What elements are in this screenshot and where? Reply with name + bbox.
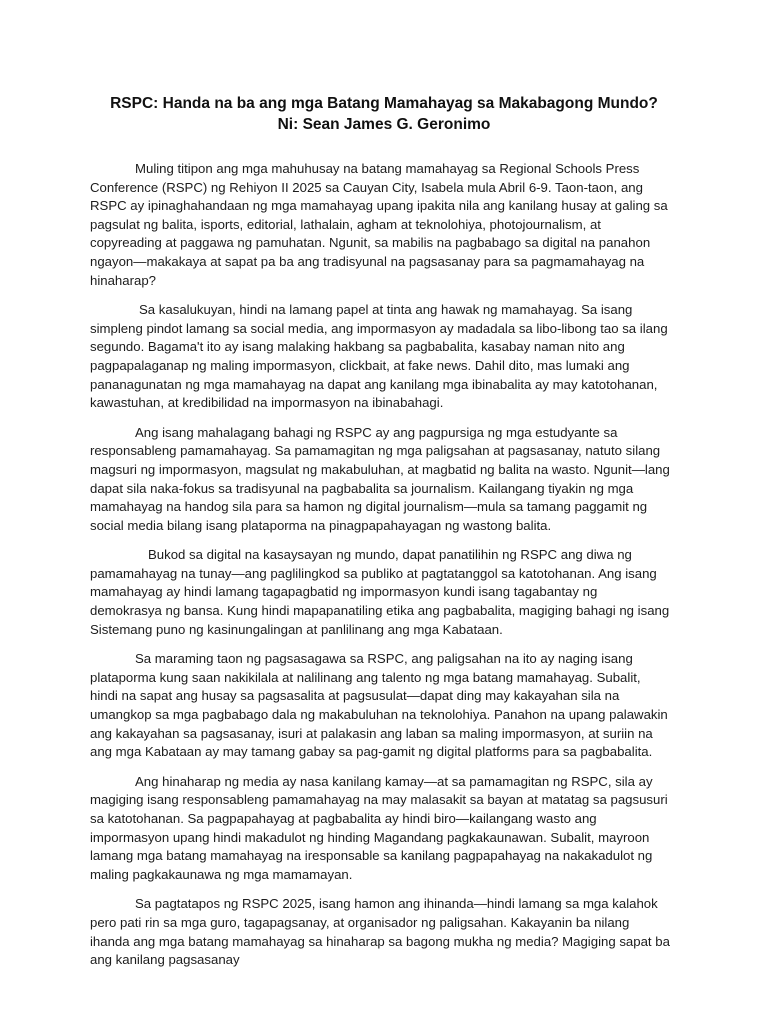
paragraph-3: Ang isang mahalagang bahagi ng RSPC ay ang pagpursiga ng mga estudyante sa responsableng pamamahayag. Sa pamamagitan ng mga paligsahan at pagsasanay, natuto silang magsuri ng impormasyon, magsulat ng makabuluhan, at magbatid ng balita na wasto. Ngunit—lang dapat sila naka-fokus sa tradisyunal na pagbabalita sa journalism. Kailangang tiyakin ng mga mamahayag na handog sila para sa hamon ng digital journalism—mula sa tamang paggamit ng social media bilang isang plataporma na pinagpapahayagan ng wastong balita.	[90, 424, 670, 533]
paragraph-4: Bukod sa digital na kasaysayan ng mundo, dapat panatilihin ng RSPC ang diwa ng pamamahayag na tunay—ang paglilingkod sa publiko at pagtatanggol sa katotohanan. Ang isang mamahayag ay hindi lamang tagapagbatid ng impormasyon kundi isang tagabantay ng demokrasya ng bansa. Kung hindi mapapanatiling etika ang pagbabalita, magiging bahagi ng isang Sistemang puno ng kasinungalingan at panlilinang ang mga Kabataan.	[90, 547, 670, 637]
paragraph-2: Sa kasalukuyan, hindi na lamang papel at tinta ang hawak ng mamahayag. Sa isang simpleng pindot lamang sa social media, ang impormasyon ay madadala sa libo-libong tao sa ilang segundo. Bagama't ito ay isang malaking hakbang sa pagbabalita, kasabay naman nito ang pagpapalaganap ng maling impormasyon, clickbait, at fake news. Dahil dito, mas lumaki ang pananagunatan ng mga mamahayag na dapat ang kanilang mga ibinabalita ay may katotohanan, kawastuhan, at kredibilidad na impormasyon na ibinabahagi.	[90, 302, 668, 411]
paragraph-7: Sa pagtatapos ng RSPC 2025, isang hamon ang ihinanda—hindi lamang sa mga kalahok pero pati rin sa mga guro, tagapagsanay, at organisador ng paligsahan. Kakayanin ba nilang ihanda ang mga batang mamahayag sa hinaharap sa bagong mukha ng media? Magiging sapat ba ang kanilang pagsasanay	[90, 896, 670, 968]
title-block	[90, 93, 678, 135]
article-byline: Ni: Sean James G. Geronimo	[277, 116, 491, 133]
article-body	[90, 160, 670, 981]
paragraph-6: Ang hinaharap ng media ay nasa kanilang kamay—at sa pamamagitan ng RSPC, sila ay magiging isang responsableng pamamahayag na may malasakit sa bayan at matatag sa pagsusuri sa katotohanan. Sa pagpapahayag at pagbabalita ay hindi biro—kailangang wasto ang impormasyon upang hindi makadulot ng hinding Magandang pagkakaunawan. Subalit, mayroon lamang mga batang mamahayag na iresponsable sa kanilang pagpapahayag na nakakadulot ng maling pagkakaunawa ng mga mamamayan.	[90, 773, 668, 882]
paragraph-5: Sa maraming taon ng pagsasagawa sa RSPC, ang paligsahan na ito ay naging isang plataporma kung saan nakikilala at nalilinang ang talento ng mga batang mamahayag. Subalit, hindi na sapat ang husay sa pagsasalita at pagsusulat—dapat ding may kakayahan sila na umangkop sa mga pagbabago dala ng makabuluhan na teknolohiya. Panahon na upang palawakin ang kakayahan sa pagsasanay, isuri at palakasin ang laban sa maling impormasyon, at suriin na ang mga Kabataan ay may tamang gabay sa pag-gamit ng digital platforms para sa pagbabalita.	[90, 651, 668, 760]
paragraph-1: Muling titipon ang mga mahuhusay na batang mamahayag sa Regional Schools Press Conference (RSPC) ng Rehiyon II 2025 sa Cauyan City, Isabela mula Abril 6-9. Taon-taon, ang RSPC ay ipinaghahandaan ng mga mamahayag upang ipakita nila ang kanilang husay at galing sa pagsulat ng balita, isports, editorial, lathalain, agham at teknolohiya, photojournalism, at copyreading at paggawa ng pamuhatan. Ngunit, sa mabilis na pagbabago sa digital na panahon ngayon—makakaya at sapat pa ba ang tradisyunal na pagsasanay para sa pagmamahayag na hinaharap?	[90, 161, 668, 288]
article-title: RSPC: Handa na ba ang mga Batang Mamahayag sa Makabagong Mundo?	[110, 95, 658, 112]
